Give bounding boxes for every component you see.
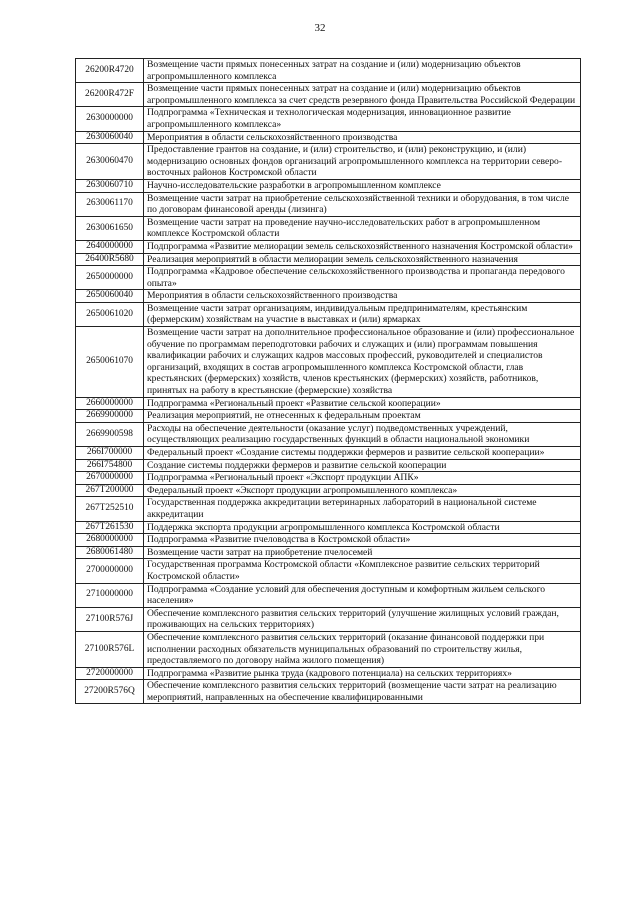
row-code: 2710000000 xyxy=(76,583,144,607)
row-code: 267T261530 xyxy=(76,521,144,534)
table-row xyxy=(76,521,581,534)
table-row xyxy=(76,422,581,446)
table-row xyxy=(76,83,581,107)
table-row xyxy=(76,290,581,303)
row-code: 2630060040 xyxy=(76,131,144,144)
row-code: 2650060040 xyxy=(76,290,144,303)
row-description: Возмещение части затрат организациям, индивидуальным предпринимателям, крестьянским (фермерским) хозяйствам на участие в выставках и (или) ярмарках xyxy=(144,302,581,326)
row-description: Подпрограмма «Кадровое обеспечение сельскохозяйственного производства и пропаганда передового опыта» xyxy=(144,266,581,290)
table-row xyxy=(76,107,581,131)
table-row xyxy=(76,631,581,667)
table-row xyxy=(76,583,581,607)
table-body xyxy=(76,59,581,704)
table-row xyxy=(76,447,581,460)
row-description: Возмещение части прямых понесенных затрат на создание и (или) модернизацию объектов агропромышленного комплекса xyxy=(144,59,581,83)
table-row xyxy=(76,266,581,290)
budget-code-table xyxy=(75,58,581,704)
table-row xyxy=(76,472,581,485)
row-code: 2650000000 xyxy=(76,266,144,290)
table-row xyxy=(76,607,581,631)
table-row xyxy=(76,216,581,240)
row-description: Федеральный проект «Создание системы поддержки фермеров и развитие сельской кооперации» xyxy=(144,447,581,460)
row-code: 26400R5680 xyxy=(76,253,144,266)
table-row xyxy=(76,546,581,559)
row-description: Создание системы поддержки фермеров и развитие сельской кооперации xyxy=(144,459,581,472)
table-row xyxy=(76,144,581,180)
page-number: 32 xyxy=(314,22,326,34)
row-description: Подпрограмма «Развитие пчеловодства в Костромской области» xyxy=(144,534,581,547)
row-description: Возмещение части прямых понесенных затрат на создание и (или) модернизацию объектов агропромышленного комплекса за счет средств резервного фонда Правительства Российской Федерации xyxy=(144,83,581,107)
row-description: Возмещение части затрат на проведение научно-исследовательских работ в агропромышленном комплексе Костромской области xyxy=(144,216,581,240)
row-description: Обеспечение комплексного развития сельских территорий (улучшение жилищных условий граждан, проживающих на сельских территориях) xyxy=(144,607,581,631)
row-description: Мероприятия в области сельскохозяйственного производства xyxy=(144,290,581,303)
row-code: 2650061020 xyxy=(76,302,144,326)
row-description: Возмещение части затрат на приобретение пчелосемей xyxy=(144,546,581,559)
table-row xyxy=(76,302,581,326)
row-code: 27100R576J xyxy=(76,607,144,631)
row-description: Поддержка экспорта продукции агропромышленного комплекса Костромской области xyxy=(144,521,581,534)
row-code: 267T200000 xyxy=(76,484,144,497)
row-description: Реализация мероприятий в области мелиорации земель сельскохозяйственного назначения xyxy=(144,253,581,266)
row-code: 26200R4720 xyxy=(76,59,144,83)
row-description: Государственная поддержка аккредитации ветеринарных лабораторий в национальной системе аккредитации xyxy=(144,497,581,521)
row-code: 2670000000 xyxy=(76,472,144,485)
table-row xyxy=(76,397,581,410)
row-code: 2660000000 xyxy=(76,397,144,410)
row-code: 266I754800 xyxy=(76,459,144,472)
row-code: 2669900000 xyxy=(76,410,144,423)
table-row xyxy=(76,327,581,398)
row-description: Государственная программа Костромской области «Комплексное развитие сельских территорий Костромской области» xyxy=(144,559,581,583)
row-description: Федеральный проект «Экспорт продукции агропромышленного комплекса» xyxy=(144,484,581,497)
row-code: 2630061170 xyxy=(76,192,144,216)
row-code: 2650061070 xyxy=(76,327,144,398)
row-description: Подпрограмма «Региональный проект «Развитие сельской кооперации» xyxy=(144,397,581,410)
row-code: 27100R576L xyxy=(76,631,144,667)
row-description: Подпрограмма «Создание условий для обеспечения доступным и комфортным жильем сельского населения» xyxy=(144,583,581,607)
row-code: 2720000000 xyxy=(76,667,144,680)
table-row xyxy=(76,497,581,521)
row-description: Расходы на обеспечение деятельности (оказание услуг) подведомственных учреждений, осуществляющих реализацию государственных функций в области национальной экономики xyxy=(144,422,581,446)
table-row xyxy=(76,459,581,472)
row-code: 2630060710 xyxy=(76,179,144,192)
table-row xyxy=(76,179,581,192)
row-code: 26200R472F xyxy=(76,83,144,107)
row-code: 2630061650 xyxy=(76,216,144,240)
row-description: Подпрограмма «Техническая и технологическая модернизация, инновационное развитие агропромышленного комплекса» xyxy=(144,107,581,131)
row-code: 2700000000 xyxy=(76,559,144,583)
row-code: 2680000000 xyxy=(76,534,144,547)
row-code: 2669900598 xyxy=(76,422,144,446)
row-description: Реализация мероприятий, не отнесенных к федеральным проектам xyxy=(144,410,581,423)
row-code: 2680061480 xyxy=(76,546,144,559)
row-description: Обеспечение комплексного развития сельских территорий (возмещение части затрат на реализацию мероприятий, направленных на обеспечение квалифицированными xyxy=(144,680,581,704)
row-description: Возмещение части затрат на приобретение сельскохозяйственной техники и оборудования, в том числе по договорам финансовой аренды (лизинга) xyxy=(144,192,581,216)
row-code: 267T252510 xyxy=(76,497,144,521)
row-description: Возмещение части затрат на дополнительное профессиональное образование и (или) профессиональное обучение по программам переподготовки рабочих и служащих и (или) программам повышения квалификации рабочих и служащих кадров массовых профессий, руководителей и специалистов организаций, входящих в состав агропромышленного комплекса Костромской области, глав крестьянских (фермерских) хозяйств, членов крестьянских (фермерских) хозяйств, работников, принятых на работу в крестьянские (фермерские) хозяйства xyxy=(144,327,581,398)
table-row xyxy=(76,131,581,144)
row-code: 2630060470 xyxy=(76,144,144,180)
row-description: Подпрограмма «Региональный проект «Экспорт продукции АПК» xyxy=(144,472,581,485)
row-code: 266I700000 xyxy=(76,447,144,460)
row-description: Подпрограмма «Развитие рынка труда (кадрового потенциала) на сельских территориях» xyxy=(144,667,581,680)
row-description: Подпрограмма «Развитие мелиорации земель сельскохозяйственного назначения Костромской области» xyxy=(144,240,581,253)
table-row xyxy=(76,667,581,680)
table-row xyxy=(76,253,581,266)
row-code: 2630000000 xyxy=(76,107,144,131)
table-row xyxy=(76,534,581,547)
row-description: Мероприятия в области сельскохозяйственного производства xyxy=(144,131,581,144)
table-row xyxy=(76,192,581,216)
table-row xyxy=(76,59,581,83)
row-description: Предоставление грантов на создание, и (или) строительство, и (или) реконструкцию, и (или) модернизацию основных фондов организаций агропромышленного комплекса на территории северо-восточных районов Костромской области xyxy=(144,144,581,180)
table-row xyxy=(76,559,581,583)
row-code: 27200R576Q xyxy=(76,680,144,704)
table-row xyxy=(76,240,581,253)
row-description: Научно-исследовательские разработки в агропромышленном комплексе xyxy=(144,179,581,192)
table-row xyxy=(76,680,581,704)
row-description: Обеспечение комплексного развития сельских территорий (оказание финансовой поддержки при исполнении расходных обязательств муниципальных образований по строительству жилья, предоставляемого по договору найма жилого помещения) xyxy=(144,631,581,667)
table-row xyxy=(76,410,581,423)
row-code: 2640000000 xyxy=(76,240,144,253)
table-row xyxy=(76,484,581,497)
